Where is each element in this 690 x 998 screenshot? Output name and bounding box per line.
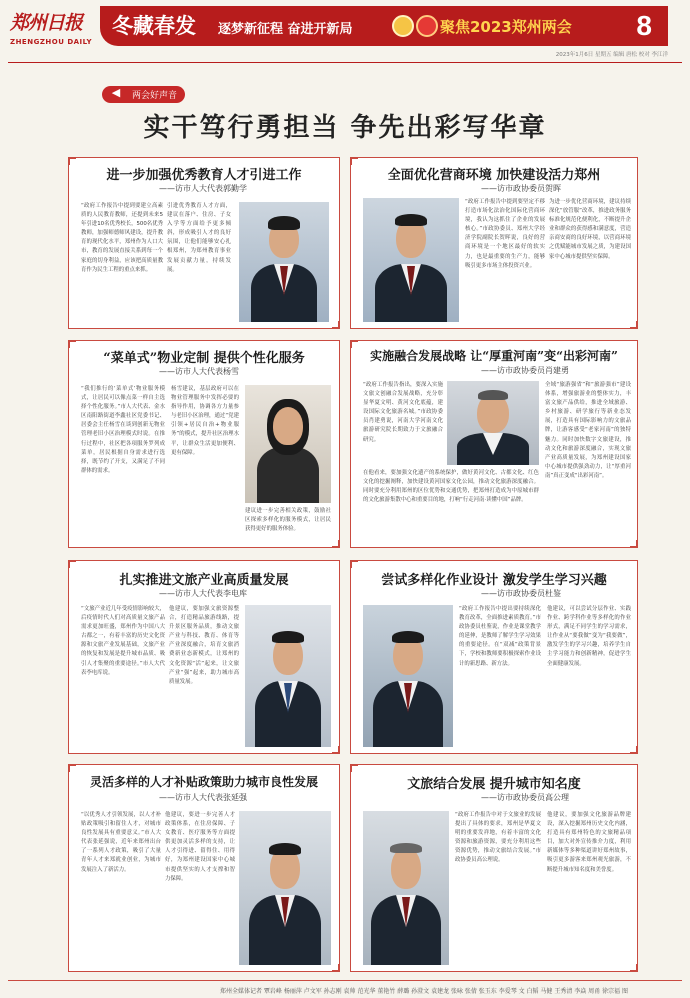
article-body: 建议进一步完善相关政策，鼓励社区探索多样化的服务模式，让居民获得更好的服务体验。 <box>245 508 331 533</box>
article-title: 扎实推进文旅产业高质量发展 <box>119 573 289 588</box>
portrait-photo <box>363 811 449 965</box>
article-body: “政府工作报告指出，要深入实施文旅文创融合发展战略，充分彰显华夏文明、黄河文化底蕴，建设国际文化旅游名城。”市政协委员肖建勇说，河南大学河南文化旅游研究院长期致力于文旅融合研究。 <box>363 382 443 443</box>
masthead <box>10 8 100 46</box>
national-emblem-icon <box>392 15 414 37</box>
article-author: ——访市人大代表李电库 <box>159 589 247 598</box>
page-header <box>0 0 690 72</box>
article-body: 他建议，要进一步完善人才政策体系，在住房保障、子女教育、医疗服务等方面提供更加灵活多样的支持，让人才引得进、留得住、用得好，为郑州建设国家中心城市提供坚实的人才支撑和智力保障。 <box>165 812 235 882</box>
article-title: 文旅结合发展 提升城市知名度 <box>407 777 581 792</box>
portrait-photo <box>363 198 459 322</box>
article-body: “政府工作报告中提出要持续深化教育改革，全面推进素质教育。”市政协委员杜鉴说，作业是课堂教学的延伸，是教师了解学生学习效果的重要途径。在“双减”政策背景下，学校和教师要积极探索作业设计的新思路、新方法。 <box>459 606 541 667</box>
portrait-photo <box>239 811 331 965</box>
article-card-8 <box>350 764 638 972</box>
article-author: ——访市人大代表郭勤学 <box>159 184 247 193</box>
article-body: 在他看来，要加强文化遗产的系统保护，做好黄河文化、古都文化、红色文化的挖掘阐释，加快建设黄河国家文化公园，推动文化旅游深度融合。同时要充分利用郑州的区位优势和交通优势，把郑州打造成为中原城市群的文化旅游集散中心和重要目的地，打响“行走河南·读懂中国”品牌。 <box>363 470 539 504</box>
article-author: ——访市政协委员高公理 <box>481 793 569 802</box>
article-author: ——访市政协委员肖建勇 <box>481 366 569 375</box>
byline-footer: 郑州全媒体记者 覃岩峰 杨丽萍 卢文军 孙志刚 袁帅 范光华 董艳竹 薛璐 孙澄文 袁建龙 张咏 张倩 张玉东 李爱琴 文 白韬 马健 王秀清 李焱 周甬 徐宗福 图 <box>220 988 628 995</box>
article-body: “以优秀人才引领发展，以人才补贴政策吸引和留住人才，对城市良性发展具有重要意义。”市人大代表张延强说，近年来郑州出台了一系列人才政策，吸引了大量青年人才来郑就业创业，为城市发展注入了新活力。 <box>81 812 161 873</box>
banner-slogan: 冬藏春发 <box>112 13 196 38</box>
article-title: 尝试多样化作业设计 激发学生学习兴趣 <box>381 573 607 588</box>
footer-rule <box>8 980 682 981</box>
article-body: 引进优秀教育人才方面，建议在落户、住房、子女入学等方面给予更多倾斜，形成吸引人才的良好氛围，让他们能够安心扎根郑州，为郑州教育事业发展贡献力量，持续发展。 <box>167 203 231 273</box>
article-card-6 <box>350 560 638 754</box>
article-body: “政府工作报告中提到要建立高素质的人民教育教师，还提到未来5年引进10名优秀校长，500名优秀教师，加强师德师风建设，提升教育的现代化水平，郑州作为人口大市，教育的发展直接关系到每一个家庭的切身利益，应该把高质量教育作为民生工程的重点来抓。 <box>81 203 163 273</box>
cppcc-emblem-icon <box>416 15 438 37</box>
article-body: “我们推行的‘菜单式’物业服务模式，让居民可以像点菜一样自主选择个性化服务。”市人大代表、金水区南阳路街道李鑫社区党委书记、居委会主任杨雪在谈到创新无物业管理老旧小区治理模式时说。在推行过程中，社区把各项服务罗列成菜单，居民根据自身需求进行选择，既节约了开支，又满足了不同群体的需求。 <box>81 386 165 474</box>
article-author: ——访市政协委员杜鉴 <box>481 589 561 598</box>
portrait-photo <box>245 385 331 503</box>
article-body: 全域“旅游强省”和“旅游强市”建设体系，增强旅游业的整体实力，丰富文旅产品供给，推进全域旅游、乡村旅游、研学旅行等新业态发展，打造具有国际影响力的文旅品牌，让游客感受“老家河南”的独特魅力。同时加快数字文旅建设，推动文化和旅游深度融合，实现文旅产业高质量发展，为郑州建设国家中心城市提供强劲动力，让“厚重河南”真正变成“出彩河南”。 <box>545 382 631 479</box>
header-rule <box>8 62 682 63</box>
dateline: 2023年1月6日 星期五 编辑 唐松 校对 李江洋 <box>555 52 668 58</box>
article-author: ——访市人大代表杨雪 <box>159 367 239 376</box>
article-body: “文旅产业近几年受疫情影响较大，后疫情时代人们对高质量文旅产品需求更加旺盛，郑州作为中国八大古都之一，有着丰富的历史文化资源和文旅产业发展基础，文旅产业的恢复和发展是提升城市品质、吸引人才集聚的重要途径。”市人大代表李电库说。 <box>81 606 165 676</box>
article-card-3 <box>68 340 340 548</box>
article-title: 进一步加强优秀教育人才引进工作 <box>106 168 302 183</box>
article-card-5 <box>68 560 340 754</box>
page-headline: 实干笃行勇担当 争先出彩写华章 <box>143 113 547 143</box>
article-card-1 <box>68 157 340 329</box>
article-body: 他建议，要加强文化旅游品牌建设，深入挖掘郑州历史文化内涵，打造具有郑州特色的文旅精品项目，加大对外宣传推介力度，利用新媒体等多种渠道讲好郑州故事，吸引更多游客来郑州观光旅游，不断提升城市知名度和美誉度。 <box>547 812 631 873</box>
article-author: ——访市政协委员贺晖 <box>481 184 561 193</box>
article-body: 他建议，可以尝试分层作业、实践作业、跨学科作业等多样化的作业形式，满足不同学生的学习需求，让作业从“要我做”变为“我要做”，激发学生的学习兴趣，培养学生自主学习能力和创新精神，促进学生全面健康发展。 <box>547 606 631 667</box>
masthead-pinyin: ZHENGZHOU DAILY <box>10 38 93 46</box>
portrait-photo <box>239 202 329 322</box>
article-card-7 <box>68 764 340 972</box>
page-number: 8 <box>636 10 652 41</box>
portrait-photo <box>245 605 331 747</box>
article-title: 实施融合发展战略 让“厚重河南”变“出彩河南” <box>370 349 618 363</box>
article-body: “政府工作报告中提到要坚定不移打造市场化法治化国际化营商环境，我认为这抓住了企业的发展核心。”市政协委员、郑州大学经济学院副院长贺晖说，良好的营商环境是一个地区最好的软实力，也是最重要的生产力，能够吸引更多市场主体投资兴业。 <box>465 199 545 269</box>
header-banner <box>100 6 668 46</box>
banner-slogan-sub: 逐梦新征程 奋进开新局 <box>218 22 353 37</box>
article-author: ——访市人大代表张延强 <box>159 793 247 802</box>
article-card-4 <box>350 340 638 548</box>
masthead-name: 郑州日报 <box>10 12 83 34</box>
article-title: “菜单式”物业定制 提供个性化服务 <box>103 351 305 366</box>
article-body: 为进一步优化营商环境，建议持续深化“放管服”改革，推进政务服务标准化规范化便利化，不断提升企业和群众的获得感和满意度，营造亲商安商的良好环境，以营商环境之优赋能城市发展之质，为建设国家中心城市提供坚实保障。 <box>549 199 631 260</box>
column-badge: 两会好声音 <box>102 86 185 103</box>
article-title: 灵活多样的人才补贴政策助力城市良性发展 <box>89 775 318 789</box>
article-body: “政府工作报告中对于文旅业的发展提出了具体的要求，郑州是华夏文明的重要发祥地，有着丰富的文化资源和旅游资源，要充分利用这些资源优势，推动文旅结合发展。”市政协委员高公理说。 <box>455 812 541 864</box>
article-body: 他建议，要加强文旅资源整合，打造精品旅游线路，提升景区服务品质，推动文旅产业与科技、教育、体育等产业深度融合，培育文旅消费新业态新模式，让郑州的文化资源“活”起来，让文旅产业“强”起来，助力城市高质量发展。 <box>169 606 239 685</box>
article-body: 杨雪建议，基层政府可以在物业管理服务中发挥必要的指导作用，协调各方力量参与老旧小区治理，通过“党建引领+居民自治+物业服务”的模式，提升社区治理水平，让群众生活更加便利、更有保障。 <box>171 386 239 456</box>
article-card-2 <box>350 157 638 329</box>
portrait-photo <box>447 381 539 465</box>
megaphone-icon: ◀ <box>111 86 121 99</box>
portrait-photo <box>363 605 453 747</box>
banner-focus: 聚焦2023郑州两会 <box>440 18 572 36</box>
article-title: 全面优化营商环境 加快建设活力郑州 <box>387 168 601 183</box>
